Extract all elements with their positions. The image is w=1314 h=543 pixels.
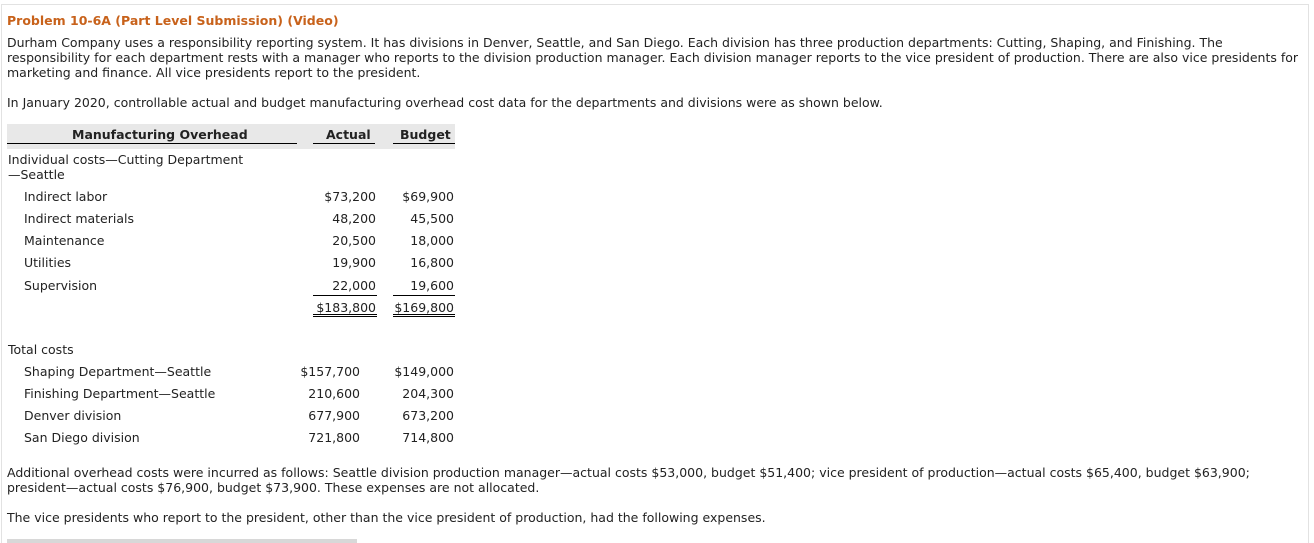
row-budget: $69,900: [402, 189, 454, 204]
header-underline-label: [7, 143, 297, 144]
row-actual: 20,500: [332, 233, 376, 248]
row-label: Maintenance: [24, 233, 105, 248]
total-actual: $183,800: [316, 300, 376, 315]
total-budget: $169,800: [394, 300, 454, 315]
row-budget: 18,000: [410, 233, 454, 248]
row-actual: 721,800: [308, 430, 360, 445]
row-actual: 677,900: [308, 408, 360, 423]
overhead-table: [7, 124, 457, 454]
row-budget: $149,000: [394, 364, 454, 379]
row-budget: 673,200: [402, 408, 454, 423]
row-budget: 204,300: [402, 386, 454, 401]
row-budget: 714,800: [402, 430, 454, 445]
row-label: Utilities: [24, 255, 72, 270]
row-actual: 22,000: [332, 278, 376, 293]
row-label: San Diego division: [24, 430, 140, 445]
subtotal-line-actual: [313, 295, 377, 296]
total-double-line-budget: [393, 314, 455, 317]
header-actual: Actual: [326, 127, 371, 142]
row-budget: 19,600: [410, 278, 454, 293]
row-label: Denver division: [24, 408, 122, 423]
row-budget: 16,800: [410, 255, 454, 270]
row-actual: $73,200: [324, 189, 376, 204]
lead-in-paragraph: In January 2020, controllable actual and budget manufacturing overhead cost data for the departments and divisions were as shown below.: [7, 95, 883, 110]
row-budget: 45,500: [410, 211, 454, 226]
row-label: Supervision: [24, 278, 98, 293]
header-underline-budget: [393, 143, 455, 144]
header-budget: Budget: [400, 127, 451, 142]
problem-title: Problem 10-6A (Part Level Submission) (Video): [7, 13, 339, 28]
row-actual: 210,600: [308, 386, 360, 401]
total-double-line-actual: [313, 314, 377, 317]
row-actual: $157,700: [300, 364, 360, 379]
horizontal-scrollbar[interactable]: [7, 539, 357, 543]
intro-paragraph: Durham Company uses a responsibility reporting system. It has divisions in Denver, Seattle, and San Diego. Each division has three production departments: Cutting, Shaping, and Finishing. The responsibility for each department rests with a manager who reports to the division production manager. Each division manager reports to the vice president of production. There are also vice presidents for marketing and finance. All vice presidents report to the president.: [7, 35, 1299, 80]
subtotal-line-budget: [393, 295, 455, 296]
row-actual: 48,200: [332, 211, 376, 226]
additional-costs-paragraph: Additional overhead costs were incurred as follows: Seattle division production manager—actual costs $53,000, budget $51,400; vice president of production—actual costs $65,400, budget $63,900; president—actual costs $76,900, budget $73,900. These expenses are not allocated.: [7, 465, 1250, 495]
closing-paragraph: The vice presidents who report to the president, other than the vice president of production, had the following expenses.: [7, 510, 766, 525]
header-underline-actual: [313, 143, 375, 144]
row-label: Finishing Department—Seattle: [24, 386, 216, 401]
row-label: Indirect labor: [24, 189, 108, 204]
row-label: Shaping Department—Seattle: [24, 364, 212, 379]
row-label: Indirect materials: [24, 211, 135, 226]
section1-title-line2: —Seattle: [8, 167, 65, 182]
section2-title: Total costs: [8, 342, 74, 357]
section1-title-line1: Individual costs—Cutting Department: [8, 152, 244, 167]
header-manufacturing-overhead: Manufacturing Overhead: [72, 127, 248, 142]
row-actual: 19,900: [332, 255, 376, 270]
